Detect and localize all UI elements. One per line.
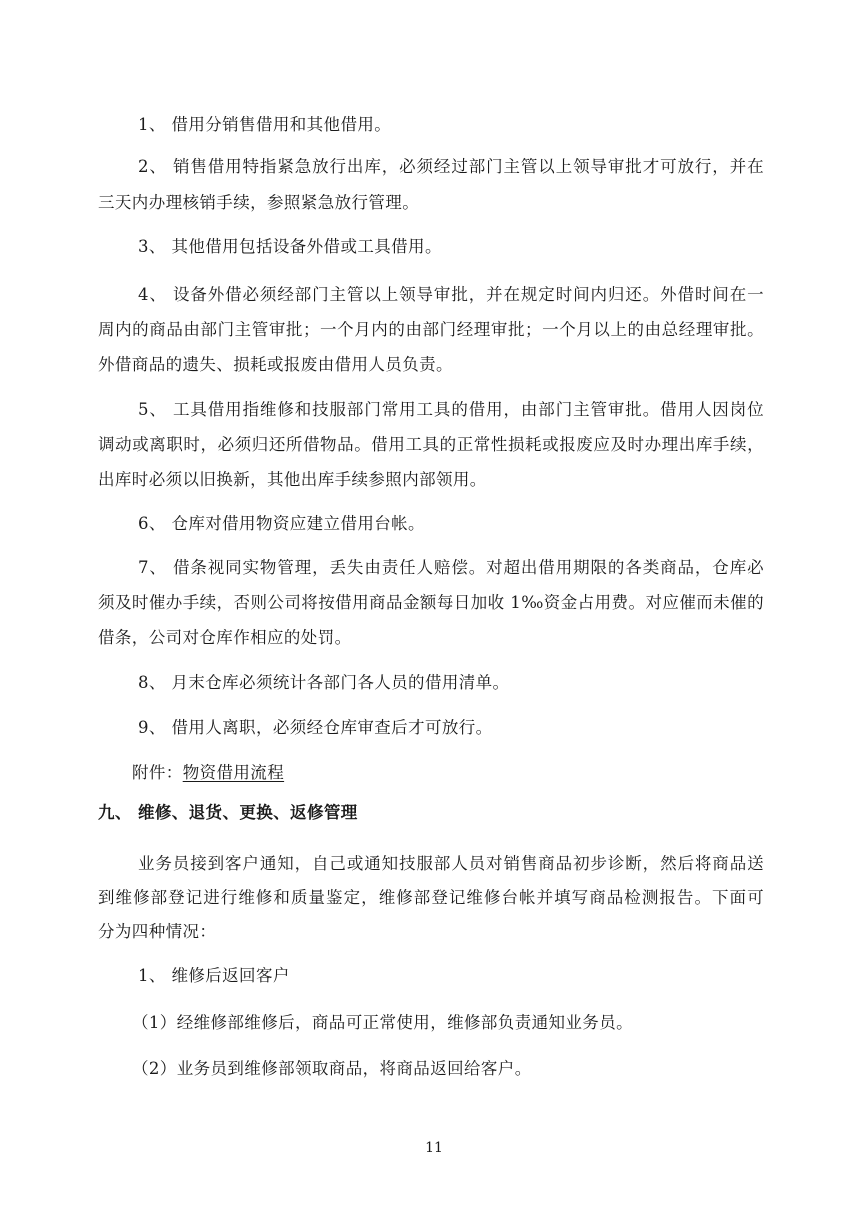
paragraph-line: 9、 借用人离职，必须经仓库审查后才可放行。	[138, 718, 493, 737]
paragraph-line: （2）业务员到维修部领取商品，将商品返回给客户。	[132, 1059, 532, 1078]
paragraph-line: 8、 月末仓库必须统计各部门各人员的借用清单。	[138, 673, 510, 692]
attachment-link[interactable]: 物资借用流程	[182, 763, 285, 782]
paragraph-line: 到维修部登记进行维修和质量鉴定，维修部登记维修台帐并填写商品检测报告。下面可	[98, 888, 764, 907]
paragraph-line: 调动或离职时，必须归还所借物品。借用工具的正常性损耗或报废应及时办理出库手续，	[98, 435, 764, 454]
paragraph-line: 5、 工具借用指维修和技服部门常用工具的借用，由部门主管审批。借用人因岗位	[138, 400, 764, 419]
paragraph-line: 外借商品的遗失、损耗或报废由借用人员负责。	[98, 355, 453, 374]
paragraph-line: （1）经维修部维修后，商品可正常使用，维修部负责通知业务员。	[132, 1013, 633, 1032]
paragraph-line: 4、 设备外借必须经部门主管以上领导审批，并在规定时间内归还。外借时间在一	[138, 285, 764, 304]
paragraph-line: 周内的商品由部门主管审批；一个月内的由部门经理审批；一个月以上的由总经理审批。	[98, 320, 764, 339]
paragraph-line: 出库时必须以旧换新，其他出库手续参照内部领用。	[98, 470, 487, 489]
paragraph-line: 业务员接到客户通知，自己或通知技服部人员对销售商品初步诊断，然后将商品送	[138, 854, 764, 873]
attachment-line	[132, 762, 812, 784]
paragraph-line: 借条，公司对仓库作相应的处罚。	[98, 628, 352, 647]
paragraph-line: 2、 销售借用特指紧急放行出库，必须经过部门主管以上领导审批才可放行，并在	[138, 157, 764, 176]
paragraph-line: 1、 维修后返回客户	[138, 966, 290, 985]
paragraph-line: 三天内办理核销手续，参照紧急放行管理。	[98, 193, 420, 212]
paragraph-line: 须及时催办手续，否则公司将按借用商品金额每日加收 1‰资金占用费。对应催而未催的	[98, 593, 764, 612]
paragraph-line: 分为四种情况：	[98, 922, 217, 941]
paragraph-line: 3、 其他借用包括设备外借或工具借用。	[138, 237, 442, 256]
page-number: 11	[425, 1140, 443, 1156]
paragraph-line: 6、 仓库对借用物资应建立借用台帐。	[138, 514, 425, 533]
paragraph-line: 7、 借条视同实物管理，丢失由责任人赔偿。对超出借用期限的各类商品，仓库必	[138, 558, 764, 577]
paragraph-line: 1、 借用分销售借用和其他借用。	[138, 115, 392, 134]
section-heading: 九、 维修、退货、更换、返修管理	[98, 803, 358, 822]
attachment-label: 附件：	[132, 763, 183, 782]
